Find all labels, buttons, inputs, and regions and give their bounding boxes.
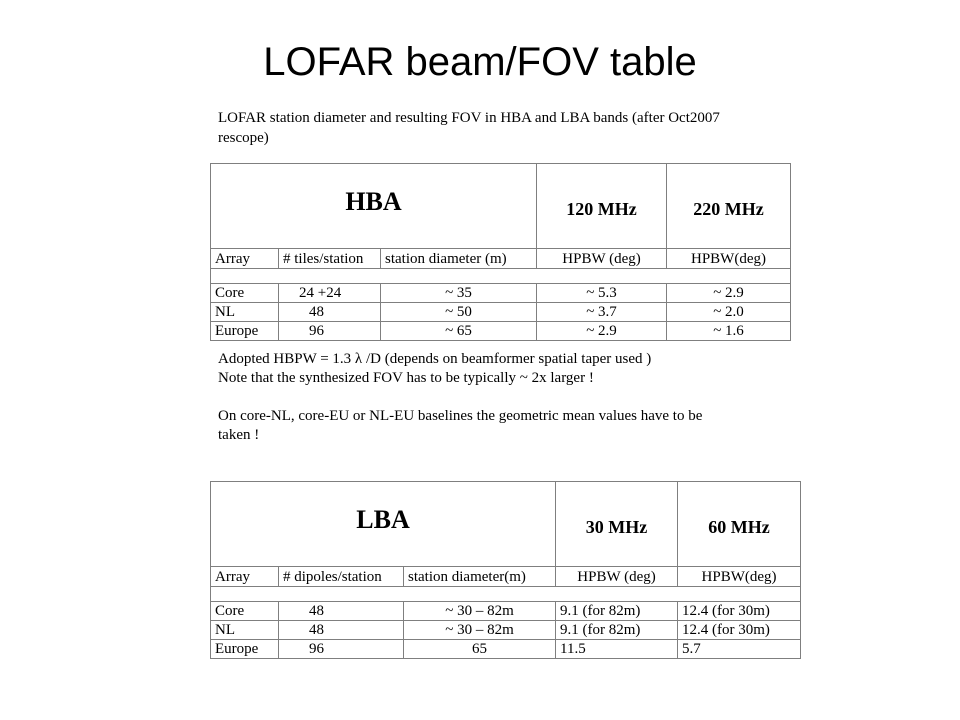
table-cell: 5.7 (678, 640, 801, 659)
table-cell: Core (211, 284, 279, 303)
caption-line-2: rescope) (218, 130, 269, 146)
column-header: Array (211, 249, 279, 269)
note-line-3: On core-NL, core-EU or NL-EU baselines the geometric mean values have to be (218, 408, 703, 424)
table-cell: 9.1 (for 82m) (556, 602, 678, 621)
hba-freq-120: 120 MHz (537, 164, 667, 249)
table-cell: ~ 50 (381, 303, 537, 322)
table-cell: NL (211, 621, 279, 640)
lba-freq-60: 60 MHz (678, 482, 801, 567)
column-header: HPBW(deg) (667, 249, 791, 269)
table-row (211, 621, 801, 640)
note-line-1: Adopted HBPW = 1.3 λ /D (depends on beamformer spatial taper used ) (218, 351, 652, 367)
column-header: HPBW (deg) (556, 567, 678, 587)
table-cell: 9.1 (for 82m) (556, 621, 678, 640)
column-header: # dipoles/station (279, 567, 404, 587)
hba-band-label: HBA (211, 164, 537, 249)
table-cell: 65 (404, 640, 556, 659)
table-cell: 24 +24 (279, 284, 381, 303)
table-caption (218, 108, 778, 148)
hba-column-headers (211, 249, 791, 269)
table-cell: Europe (211, 640, 279, 659)
table-cell: 11.5 (556, 640, 678, 659)
table-cell: 48 (279, 621, 404, 640)
table-cell: 48 (279, 602, 404, 621)
column-header: HPBW(deg) (678, 567, 801, 587)
table-cell: 96 (279, 322, 381, 341)
table-row (211, 284, 791, 303)
table-cell: ~ 5.3 (537, 284, 667, 303)
hba-header-row (211, 164, 791, 249)
note-line-2: Note that the synthesized FOV has to be typically ~ 2x larger ! (218, 370, 594, 386)
note-line-4: taken ! (218, 427, 260, 443)
hba-table (210, 163, 791, 341)
lba-band-label: LBA (211, 482, 556, 567)
table-cell: ~ 30 – 82m (404, 602, 556, 621)
table-cell: ~ 2.0 (667, 303, 791, 322)
table-cell: ~ 2.9 (667, 284, 791, 303)
column-header: station diameter (m) (381, 249, 537, 269)
notes (218, 350, 778, 445)
column-header: Array (211, 567, 279, 587)
lba-freq-30: 30 MHz (556, 482, 678, 567)
column-header: HPBW (deg) (537, 249, 667, 269)
table-cell: ~ 65 (381, 322, 537, 341)
spacer-row (211, 269, 791, 284)
table-cell: ~ 1.6 (667, 322, 791, 341)
table-row (211, 602, 801, 621)
spacer-row (211, 587, 801, 602)
table-row (211, 640, 801, 659)
hba-freq-220: 220 MHz (667, 164, 791, 249)
table-cell: NL (211, 303, 279, 322)
table-cell: Europe (211, 322, 279, 341)
table-row (211, 303, 791, 322)
table-cell: ~ 30 – 82m (404, 621, 556, 640)
table-row (211, 322, 791, 341)
table-cell: Core (211, 602, 279, 621)
table-cell: 12.4 (for 30m) (678, 602, 801, 621)
table-cell: ~ 35 (381, 284, 537, 303)
lba-header-row (211, 482, 801, 567)
lba-column-headers (211, 567, 801, 587)
lba-table (210, 481, 801, 659)
table-cell: ~ 2.9 (537, 322, 667, 341)
table-cell: 48 (279, 303, 381, 322)
table-cell: ~ 3.7 (537, 303, 667, 322)
caption-line-1: LOFAR station diameter and resulting FOV in HBA and LBA bands (after Oct2007 (218, 110, 720, 126)
table-cell: 12.4 (for 30m) (678, 621, 801, 640)
slide-title: LOFAR beam/FOV table (263, 40, 697, 84)
column-header: # tiles/station (279, 249, 381, 269)
table-cell: 96 (279, 640, 404, 659)
column-header: station diameter(m) (404, 567, 556, 587)
